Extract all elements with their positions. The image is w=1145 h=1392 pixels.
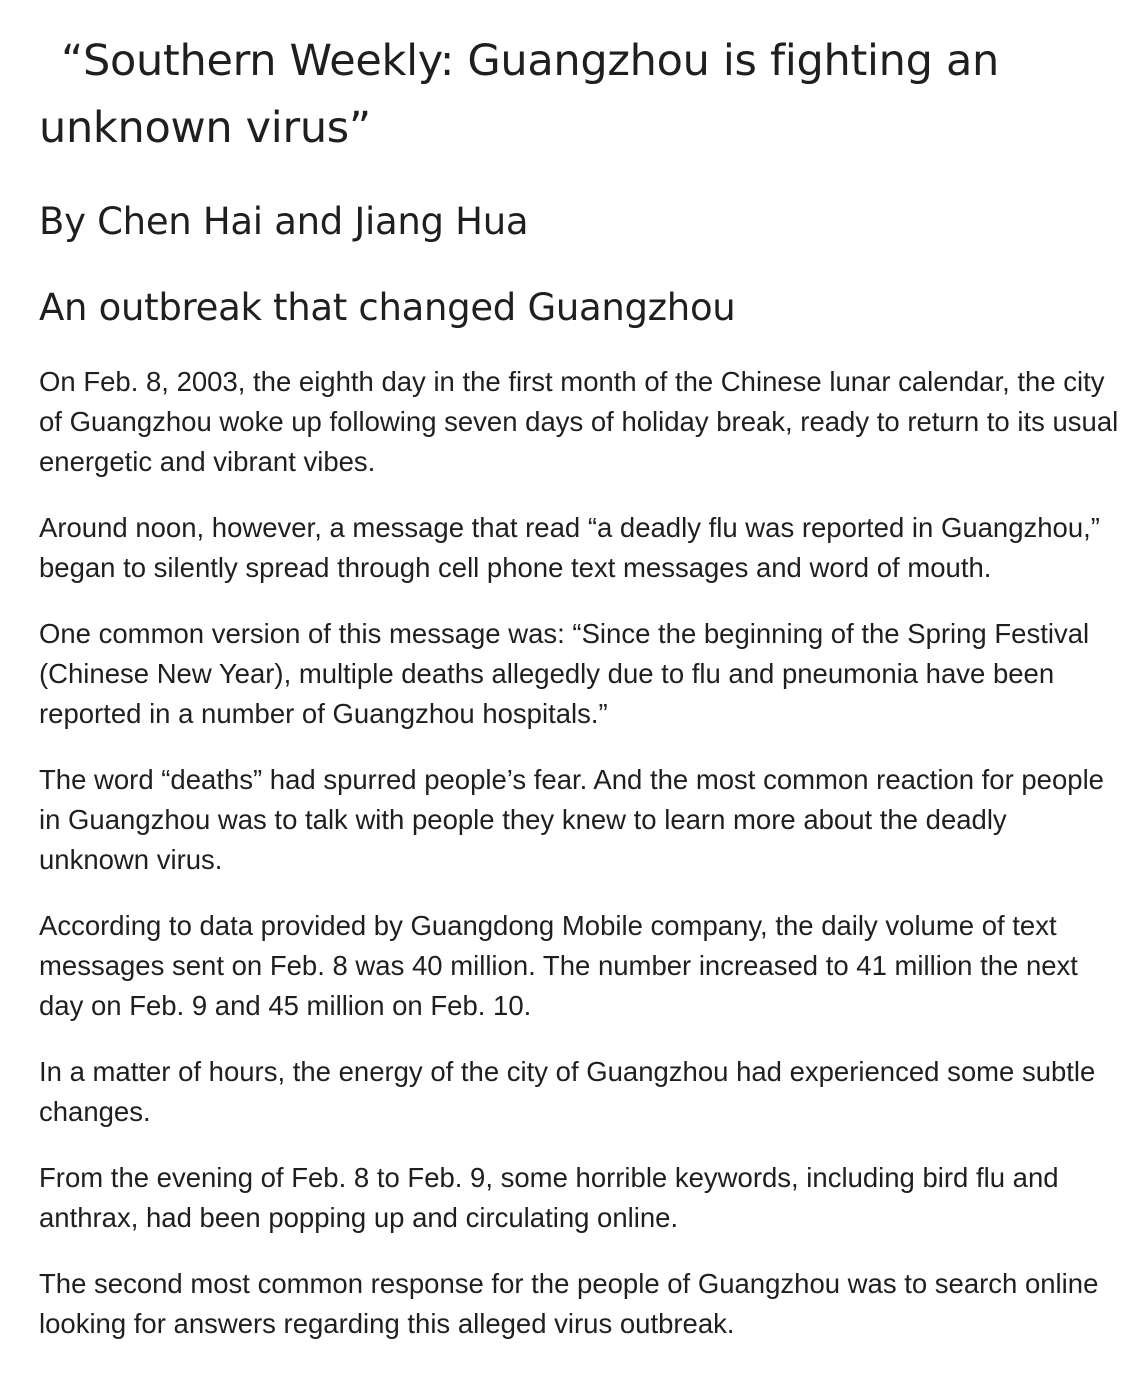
paragraph: In a matter of hours, the energy of the city of Guangzhou had experienced some subtle changes. (39, 1056, 1096, 1127)
article (39, 28, 1119, 1370)
paragraph: The word “deaths” had spurred people’s fear. And the most common reaction for people in Guangzhou was to talk with people they knew to learn more about the deadly unknown virus. (39, 764, 1104, 875)
paragraph: According to data provided by Guangdong Mobile company, the daily volume of text messages sent on Feb. 8 was 40 million. The number increased to 41 million the next day on Feb. 9 and 45 million on Feb. 10. (39, 910, 1078, 1021)
article-title-text: “Southern Weekly: Guangzhou is fighting an unknown virus” (39, 36, 999, 153)
article-body (39, 362, 1119, 1344)
byline: By Chen Hai and Jiang Hua (39, 200, 529, 243)
paragraph: From the evening of Feb. 8 to Feb. 9, some horrible keywords, including bird flu and anthrax, had been popping up and circulating online. (39, 1162, 1059, 1233)
paragraph: The second most common response for the people of Guangzhou was to search online looking for answers regarding this alleged virus outbreak. (39, 1268, 1099, 1339)
article-title (39, 28, 1119, 162)
section-heading: An outbreak that changed Guangzhou (39, 286, 736, 329)
paragraph: Around noon, however, a message that read “a deadly flu was reported in Guangzhou,” began to silently spread through cell phone text messages and word of mouth. (39, 512, 1100, 583)
paragraph: One common version of this message was: “Since the beginning of the Spring Festival (Chinese New Year), multiple deaths allegedly due to flu and pneumonia have been reported in a number of Guangzhou hospitals.” (39, 618, 1090, 729)
paragraph: On Feb. 8, 2003, the eighth day in the first month of the Chinese lunar calendar, the city of Guangzhou woke up following seven days of holiday break, ready to return to its usual energetic and vibrant vibes. (39, 366, 1119, 477)
